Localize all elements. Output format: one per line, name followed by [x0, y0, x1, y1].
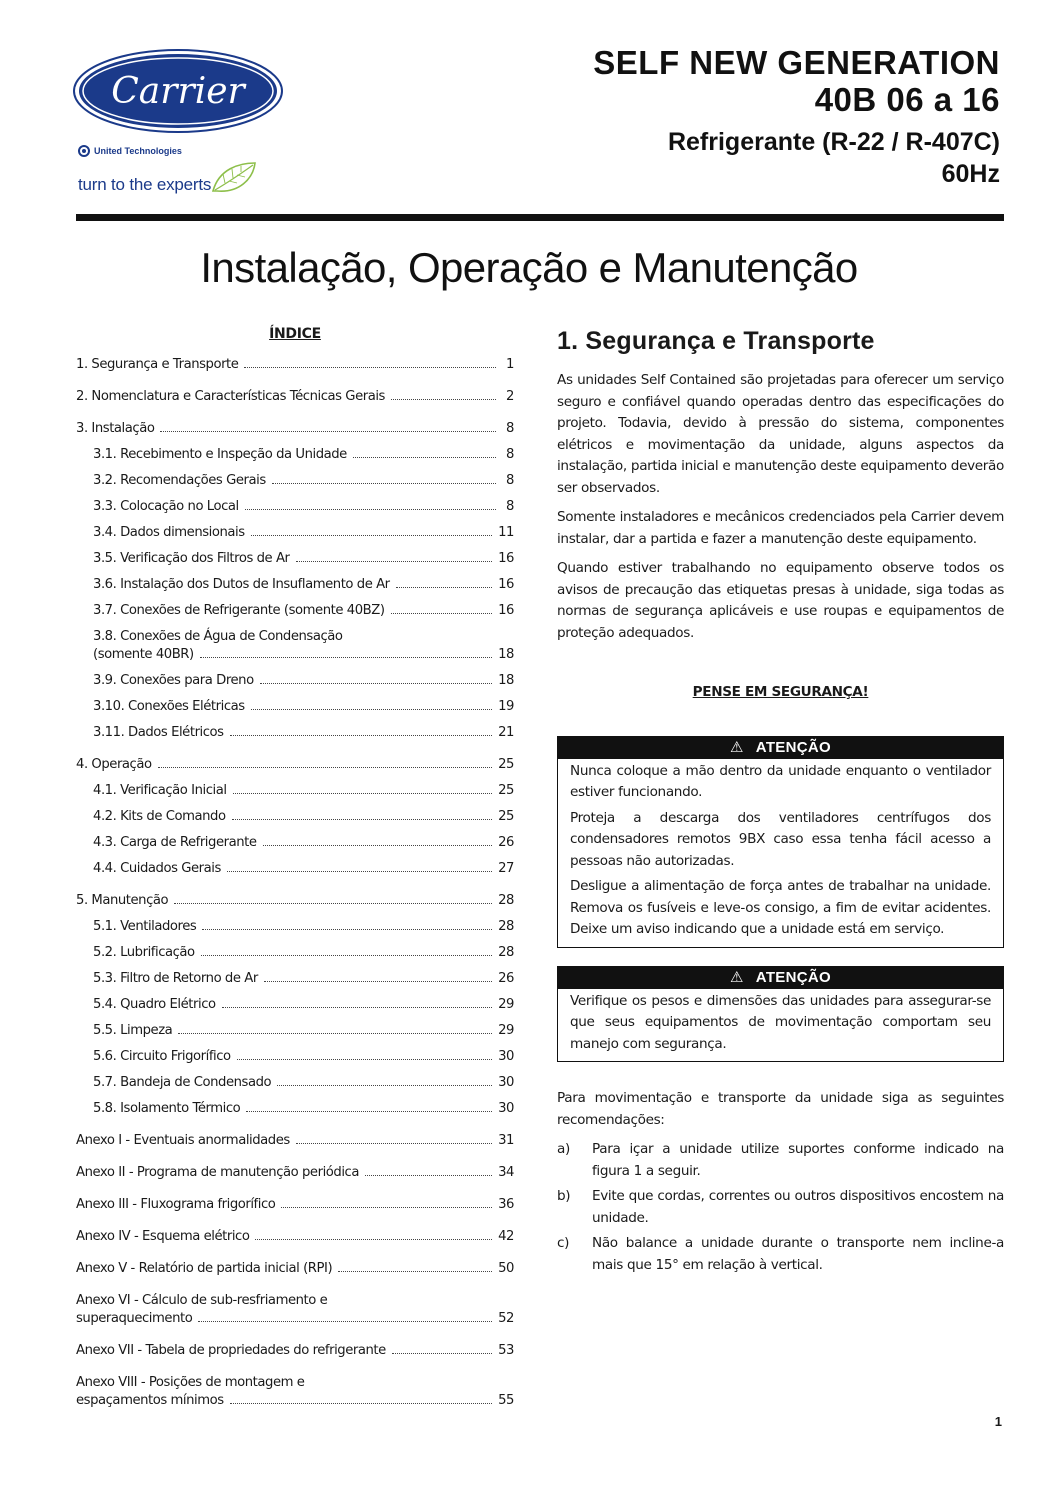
toc-item-page: 8 [506, 473, 514, 488]
list-text: Evite que cordas, correntes ou outros dispositivos encostem na unidade. [592, 1188, 1004, 1226]
toc-leader-dots [263, 845, 493, 846]
toc-item[interactable] [76, 672, 514, 690]
toc-item-label-line: 3.8. Conexões de Água de Condensação [93, 629, 343, 644]
model-range: 40B 06 a 16 [814, 81, 1000, 118]
warning-triangle-icon: ⚠ [730, 738, 744, 756]
toc-leader-dots [174, 903, 492, 904]
toc-item[interactable] [76, 602, 514, 620]
list-item [557, 1233, 1004, 1276]
toc-row [76, 1164, 514, 1182]
toc-leader-dots [201, 955, 492, 956]
toc-item-label: 3.6. Instalação dos Dutos de Insuflamento de Ar [93, 577, 390, 592]
toc-row [76, 918, 514, 936]
list-text: Para içar a unidade utilize suportes conforme indicado na figura 1 a seguir. [592, 1141, 1004, 1179]
toc-item-page: 36 [498, 1197, 514, 1212]
toc-leader-dots [255, 1239, 492, 1240]
toc-leader-dots [222, 1007, 492, 1008]
toc-item-label: 5.6. Circuito Frigorífico [93, 1049, 231, 1064]
attention-text: Nunca coloque a mão dentro da unidade enquanto o ventilador estiver funcionando. [570, 762, 991, 800]
safety-slogan: PENSE EM SEGURANÇA! [692, 684, 869, 700]
list-marker: b) [557, 1188, 571, 1204]
toc-leader-dots [251, 709, 492, 710]
toc-item-label: 4.4. Cuidados Gerais [93, 861, 221, 876]
toc-item[interactable] [76, 1374, 514, 1410]
toc-heading: ÍNDICE [269, 326, 321, 342]
toc-leader-dots [392, 1353, 492, 1354]
toc-item-label-line: Anexo VIII - Posições de montagem e [76, 1375, 305, 1390]
toc-item-label: 3.11. Dados Elétricos [93, 725, 224, 740]
toc-item[interactable] [76, 446, 514, 464]
toc-item-label: 5.5. Limpeza [93, 1023, 173, 1038]
precautions-paragraph: Quando estiver trabalhando no equipamento observe todos os avisos de precaução das etiquetas presas à unidade, siga todas as normas de segurança aplicáveis e use roupas e equipamentos de proteção adequados. [557, 560, 1004, 641]
toc-item-page: 2 [506, 389, 514, 404]
tagline-text: turn to the experts [78, 175, 212, 194]
toc-item-page: 26 [498, 835, 514, 850]
toc-leader-dots [233, 793, 493, 794]
toc-row [76, 756, 514, 774]
toc-item[interactable] [76, 498, 514, 516]
toc-row [76, 1074, 514, 1092]
toc-item[interactable] [76, 1228, 514, 1246]
toc-item[interactable] [76, 1132, 514, 1150]
toc-item-page: 29 [498, 1023, 514, 1038]
toc-item[interactable] [76, 1260, 514, 1278]
toc-item-page: 16 [498, 577, 514, 592]
toc-item-page: 34 [498, 1165, 514, 1180]
toc-row [76, 834, 514, 852]
logo-wordmark: Carrier [111, 71, 245, 112]
toc-leader-dots [245, 509, 496, 510]
attention-box-1 [557, 736, 1004, 948]
toc-row [76, 970, 514, 988]
toc-item[interactable] [76, 1074, 514, 1092]
toc-item-label: 3.2. Recomendações Gerais [93, 473, 266, 488]
toc-item-page: 8 [506, 499, 514, 514]
toc-item-label: 3.10. Conexões Elétricas [93, 699, 245, 714]
toc-leader-dots [227, 871, 492, 872]
toc-leader-dots [200, 657, 492, 658]
toc-row [76, 524, 514, 542]
toc-leader-dots [277, 1085, 492, 1086]
toc-row [76, 550, 514, 568]
toc-item-page: 26 [498, 971, 514, 986]
toc-leader-dots [230, 1403, 492, 1404]
toc-leader-dots [160, 431, 496, 432]
toc-row [76, 860, 514, 878]
toc-item-label: Anexo IV - Esquema elétrico [76, 1229, 250, 1244]
refrigerant-spec: Refrigerante (R-22 / R-407C) [667, 128, 1000, 156]
toc-item-label: 1. Segurança e Transporte [76, 357, 239, 372]
toc-item[interactable] [76, 756, 514, 774]
toc-list [76, 356, 514, 1410]
toc-item-page: 11 [498, 525, 514, 540]
toc-item-label: Anexo I - Eventuais anormalidades [76, 1133, 290, 1148]
toc-item[interactable] [76, 1292, 514, 1328]
toc-item-page: 52 [498, 1311, 514, 1326]
toc-item[interactable] [76, 1342, 514, 1360]
toc-item-page: 30 [498, 1075, 514, 1090]
toc-item-label: 4.2. Kits de Comando [93, 809, 226, 824]
toc-item-label: Anexo II - Programa de manutenção periódica [76, 1165, 359, 1180]
toc-item-label: Anexo VII - Tabela de propriedades do refrigerante [76, 1343, 386, 1358]
toc-item[interactable] [76, 1048, 514, 1066]
toc-item-label: Anexo V - Relatório de partida inicial (RPI) [76, 1261, 333, 1276]
toc-item-label: espaçamentos mínimos [76, 1393, 224, 1408]
toc-item[interactable] [76, 550, 514, 568]
toc-leader-dots [202, 929, 492, 930]
attention-body [558, 759, 1003, 947]
toc-row [76, 1048, 514, 1066]
toc-item[interactable] [76, 944, 514, 962]
toc-item-label: 3.1. Recebimento e Inspeção da Unidade [93, 447, 347, 462]
page-number: 1 [994, 1414, 1002, 1429]
toc-row [76, 1228, 514, 1246]
toc-item[interactable] [76, 996, 514, 1014]
parent-company-label: United Technologies [94, 146, 182, 156]
list-item [557, 1139, 1004, 1182]
toc-leader-dots [296, 561, 493, 562]
attention-text: Proteja a descarga dos ventiladores centrífugos dos condensadores remotos 9BX caso essa tenha fácil acesso a pessoas não autorizadas. [570, 809, 991, 869]
toc-item-page: 25 [498, 757, 514, 772]
toc-item-label: 5.8. Isolamento Térmico [93, 1101, 241, 1116]
toc-row [76, 1196, 514, 1214]
toc-item-page: 18 [498, 647, 514, 662]
toc-row [76, 724, 514, 742]
toc-leader-dots [251, 535, 492, 536]
toc-item-page: 28 [498, 919, 514, 934]
toc-item-page: 42 [498, 1229, 514, 1244]
toc-item-label: 2. Nomenclatura e Características Técnicas Gerais [76, 389, 385, 404]
attention-header [558, 967, 1003, 989]
toc-item-label: 5.2. Lubrificação [93, 945, 195, 960]
toc-item-page: 53 [498, 1343, 514, 1358]
toc-item-label: 5.4. Quadro Elétrico [93, 997, 216, 1012]
toc-leader-dots [260, 683, 492, 684]
toc-row [76, 1022, 514, 1040]
toc-leader-dots [178, 1033, 492, 1034]
toc-item[interactable] [76, 524, 514, 542]
toc-item[interactable] [76, 1164, 514, 1182]
section-title: 1. Segurança e Transporte [557, 327, 875, 355]
toc-item[interactable] [76, 576, 514, 594]
list-item [557, 1186, 1004, 1229]
toc-item-label: 4.3. Carga de Refrigerante [93, 835, 257, 850]
toc-item-page: 55 [498, 1393, 514, 1408]
toc-item-page: 18 [498, 673, 514, 688]
attention-text: Desligue a alimentação de força antes de trabalhar na unidade. Remova os fusíveis e leve-os consigo, a fim de evitar acidentes. Deixe um aviso indicando que a unidade está em serviço. [570, 878, 991, 937]
toc-row [76, 944, 514, 962]
toc-row [76, 388, 514, 406]
toc-item-page: 16 [498, 603, 514, 618]
toc-leader-dots [396, 587, 492, 588]
toc-row [76, 646, 514, 664]
toc-row [76, 602, 514, 620]
toc-item[interactable] [76, 970, 514, 988]
toc-item[interactable] [76, 1022, 514, 1040]
toc-item-page: 8 [506, 447, 514, 462]
installers-paragraph: Somente instaladores e mecânicos credenciados pela Carrier devem instalar, dar a partida e fazer a manutenção deste equipamento. [557, 509, 1004, 547]
toc-item-label: 5.1. Ventiladores [93, 919, 197, 934]
toc-leader-dots [158, 767, 493, 768]
toc-leader-dots [230, 735, 493, 736]
toc-item-label: 5. Manutenção [76, 893, 169, 908]
toc-item[interactable] [76, 356, 514, 374]
frequency-spec: 60Hz [941, 160, 1000, 188]
toc-item-page: 21 [498, 725, 514, 740]
toc-item-page: 19 [498, 699, 514, 714]
tagline [78, 159, 284, 195]
toc-item[interactable] [76, 1196, 514, 1214]
toc-item-label: 5.7. Bandeja de Condensado [93, 1075, 272, 1090]
toc-item[interactable] [76, 834, 514, 852]
attention-box-2 [557, 966, 1004, 1063]
toc-row [76, 1310, 514, 1328]
toc-item[interactable] [76, 1100, 514, 1118]
toc-item[interactable] [76, 782, 514, 800]
attention-title: ATENÇÃO [755, 738, 831, 756]
toc-row [76, 996, 514, 1014]
toc-item-label-line: Anexo VI - Cálculo de sub-resfriamento e [76, 1293, 328, 1308]
toc-row [76, 472, 514, 490]
toc-leader-dots [264, 981, 492, 982]
toc-item[interactable] [76, 472, 514, 490]
toc-item-label: 3.4. Dados dimensionais [93, 525, 245, 540]
toc-item-label: 3.7. Conexões de Refrigerante (somente 40BZ) [93, 603, 385, 618]
main-title: Instalação, Operação e Manutenção [200, 244, 858, 291]
recommendations-list [557, 1139, 1004, 1276]
toc-item-page: 25 [498, 783, 514, 798]
toc-item-label: Anexo III - Fluxograma frigorífico [76, 1197, 276, 1212]
toc-item-page: 1 [506, 357, 514, 372]
carrier-logo [72, 48, 284, 195]
toc-item[interactable] [76, 698, 514, 716]
toc-item[interactable] [76, 628, 514, 664]
toc-row [76, 1392, 514, 1410]
toc-row [76, 1100, 514, 1118]
toc-item-label: 4.1. Verificação Inicial [93, 783, 227, 798]
toc-leader-dots [198, 1321, 492, 1322]
toc-item-label: 3.5. Verificação dos Filtros de Ar [93, 551, 290, 566]
toc-item-label: superaquecimento [76, 1311, 193, 1326]
toc-row [76, 576, 514, 594]
header-divider [76, 214, 1004, 221]
toc-item-page: 29 [498, 997, 514, 1012]
toc-item[interactable] [76, 918, 514, 936]
toc-item[interactable] [76, 892, 514, 910]
toc-row [76, 1260, 514, 1278]
toc-row [76, 808, 514, 826]
toc-leader-dots [281, 1207, 492, 1208]
toc-leader-dots [272, 483, 496, 484]
toc-item-page: 27 [498, 861, 514, 876]
leaf-icon [209, 159, 257, 195]
toc-item[interactable] [76, 724, 514, 742]
toc-leader-dots [391, 399, 496, 400]
toc-row [76, 1342, 514, 1360]
toc-item-label: (somente 40BR) [93, 647, 194, 662]
toc-item-page: 25 [498, 809, 514, 824]
toc-leader-dots [391, 613, 493, 614]
toc-item-page: 30 [498, 1049, 514, 1064]
toc-row [76, 782, 514, 800]
toc-leader-dots [353, 457, 496, 458]
toc-item-label: 5.3. Filtro de Retorno de Ar [93, 971, 258, 986]
toc-item-page: 8 [506, 421, 514, 436]
transport-intro: Para movimentação e transporte da unidade siga as seguintes recomendações: [557, 1090, 1004, 1128]
toc-leader-dots [244, 367, 496, 368]
toc-leader-dots [246, 1111, 492, 1112]
toc-item-page: 28 [498, 893, 514, 908]
toc-row [76, 446, 514, 464]
toc-item[interactable] [76, 860, 514, 878]
toc-item[interactable] [76, 420, 514, 438]
ut-emblem-icon [78, 145, 90, 157]
toc-leader-dots [237, 1059, 492, 1060]
list-marker: a) [557, 1141, 570, 1157]
attention-title: ATENÇÃO [755, 968, 831, 986]
toc-item-page: 50 [498, 1261, 514, 1276]
united-technologies-mark [78, 145, 284, 157]
toc-leader-dots [296, 1143, 492, 1144]
toc-row [76, 356, 514, 374]
table-of-contents [76, 326, 514, 1410]
toc-leader-dots [338, 1271, 492, 1272]
toc-item-page: 30 [498, 1101, 514, 1116]
list-marker: c) [557, 1235, 570, 1251]
attention-text: Verifique os pesos e dimensões das unidades para assegurar-se que seus equipamentos de movimentação comportam seu manejo com segurança. [570, 992, 991, 1052]
warning-triangle-icon: ⚠ [730, 968, 744, 986]
attention-header [558, 737, 1003, 759]
attention-body [558, 989, 1003, 1062]
toc-item-page: 31 [498, 1133, 514, 1148]
toc-item[interactable] [76, 388, 514, 406]
toc-item-label: 3.9. Conexões para Dreno [93, 673, 254, 688]
toc-item-label: 4. Operação [76, 757, 152, 772]
toc-item-page: 16 [498, 551, 514, 566]
toc-row [76, 672, 514, 690]
document-title-block [593, 44, 1000, 190]
list-text: Não balance a unidade durante o transporte nem incline-a mais que 15° em relação à vertical. [592, 1235, 1004, 1273]
toc-item-label: 3.3. Colocação no Local [93, 499, 239, 514]
toc-row [76, 892, 514, 910]
toc-row [76, 498, 514, 516]
toc-row [76, 420, 514, 438]
section-safety-transport [557, 326, 1004, 1280]
intro-paragraph: As unidades Self Contained são projetadas para oferecer um serviço seguro e confiável quando operadas dentro das especificações do projeto. Todavia, devido à pressão do sistema, componentes elétricos e movimentação da unidade, alguns aspectos da instalação, partida inicial e manutenção deste equipamento deverão ser observados. [557, 372, 1004, 496]
carrier-oval-logo [72, 48, 284, 134]
toc-leader-dots [232, 819, 493, 820]
toc-row [76, 698, 514, 716]
toc-leader-dots [365, 1175, 492, 1176]
toc-item[interactable] [76, 808, 514, 826]
toc-item-label: 3. Instalação [76, 421, 155, 436]
product-line-title: SELF NEW GENERATION [593, 44, 1000, 81]
toc-row [76, 1132, 514, 1150]
toc-item-page: 28 [498, 945, 514, 960]
